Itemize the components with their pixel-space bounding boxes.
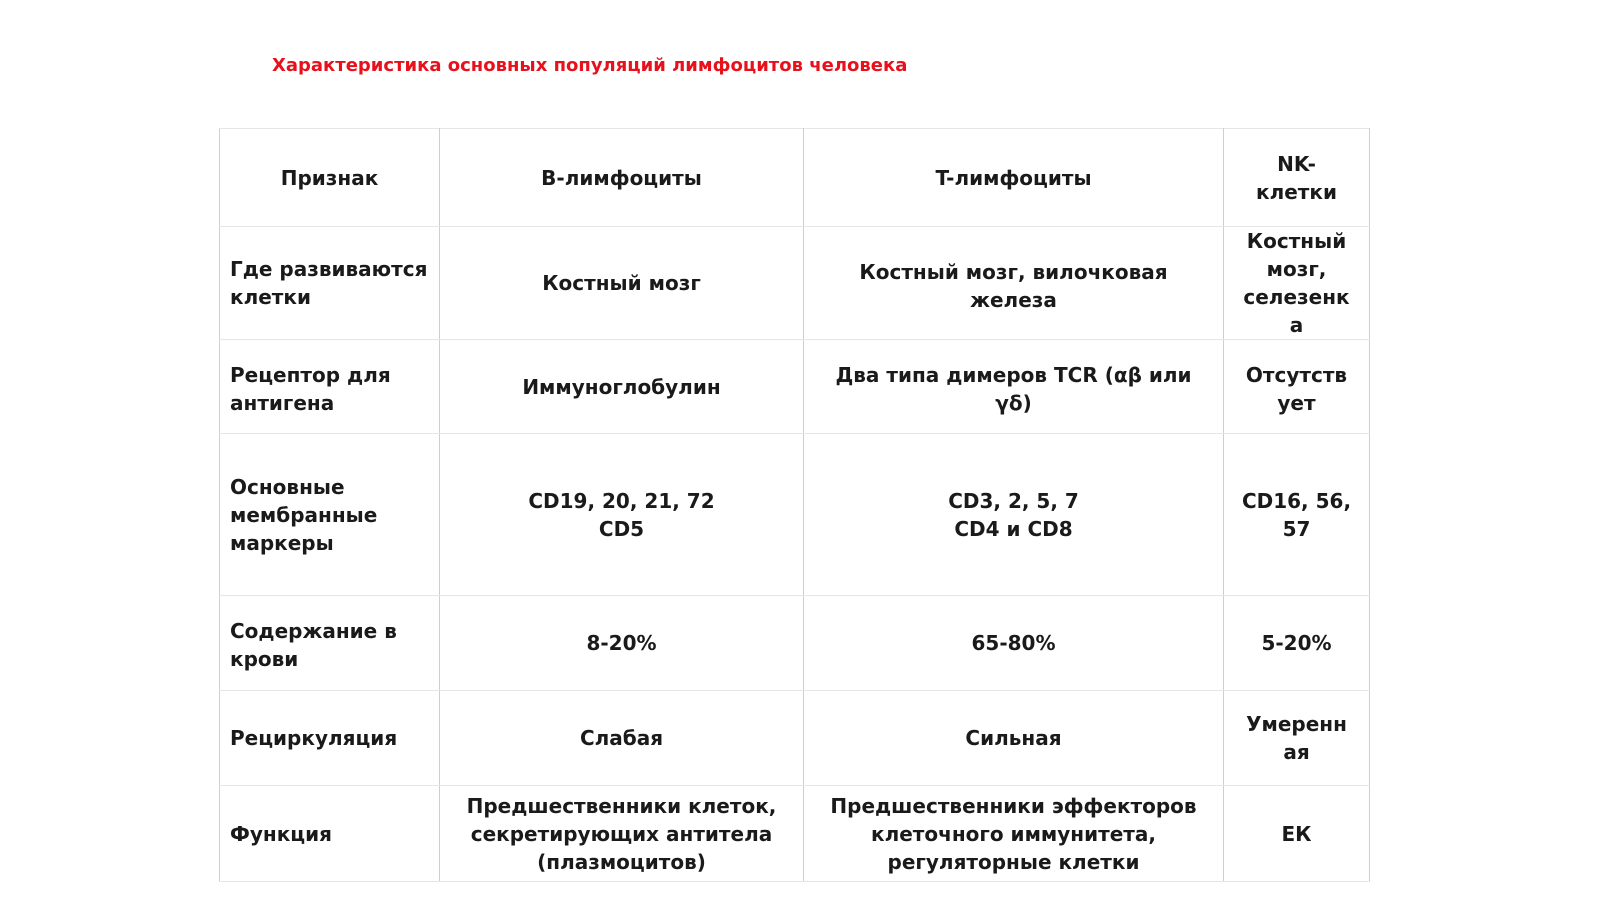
cell-t-markers (804, 434, 1224, 596)
cell-nk-receptor: Отсутств ует (1224, 340, 1370, 434)
cell-nk-function: ЕК (1224, 786, 1370, 882)
cell-t-markers-line-2: CD4 и CD8 (954, 516, 1073, 541)
cell-t-recirculation: Сильная (804, 691, 1224, 786)
table-row (220, 596, 1370, 691)
row-label-recirculation: Рециркуляция (220, 691, 440, 786)
cell-nk-development: Костный мозг, селезенк а (1224, 227, 1370, 340)
page-title: Характеристика основных популяций лимфоцитов человека (272, 55, 908, 76)
lymphocyte-table (219, 128, 1370, 882)
cell-t-development: Костный мозг, вилочковая железа (804, 227, 1224, 340)
table-row (220, 434, 1370, 596)
cell-nk-markers: CD16, 56, 57 (1224, 434, 1370, 596)
row-label-development: Где развиваются клетки (220, 227, 440, 340)
cell-b-markers-line-2: CD5 (598, 516, 645, 541)
row-label-blood-content: Содержание в крови (220, 596, 440, 691)
header-cell-b-lymphocytes: B-лимфоциты (440, 129, 804, 227)
cell-t-blood-content: 65-80% (804, 596, 1224, 691)
table-row (220, 691, 1370, 786)
cell-b-blood-content: 8-20% (440, 596, 804, 691)
cell-b-markers-line-1: CD19, 20, 21, 72 (528, 488, 715, 513)
cell-b-recirculation: Слабая (440, 691, 804, 786)
header-cell-feature: Признак (220, 129, 440, 227)
table-header-row (220, 129, 1370, 227)
cell-b-function: Предшественники клеток, секретирующих антитела (плазмоцитов) (440, 786, 804, 882)
table-row (220, 340, 1370, 434)
cell-b-development: Костный мозг (440, 227, 804, 340)
cell-nk-recirculation: Умеренн ая (1224, 691, 1370, 786)
row-label-receptor: Рецептор для антигена (220, 340, 440, 434)
row-label-function: Функция (220, 786, 440, 882)
cell-t-receptor: Два типа димеров TCR (αβ или γδ) (804, 340, 1224, 434)
cell-t-function: Предшественники эффекторов клеточного иммунитета, регуляторные клетки (804, 786, 1224, 882)
cell-t-markers-line-1: CD3, 2, 5, 7 (948, 488, 1079, 513)
table-row (220, 786, 1370, 882)
cell-nk-blood-content: 5-20% (1224, 596, 1370, 691)
header-cell-t-lymphocytes: T-лимфоциты (804, 129, 1224, 227)
cell-b-receptor: Иммуноглобулин (440, 340, 804, 434)
header-cell-nk-cells: NK- клетки (1224, 129, 1370, 227)
row-label-markers: Основные мембранные маркеры (220, 434, 440, 596)
table-row (220, 227, 1370, 340)
cell-b-markers (440, 434, 804, 596)
